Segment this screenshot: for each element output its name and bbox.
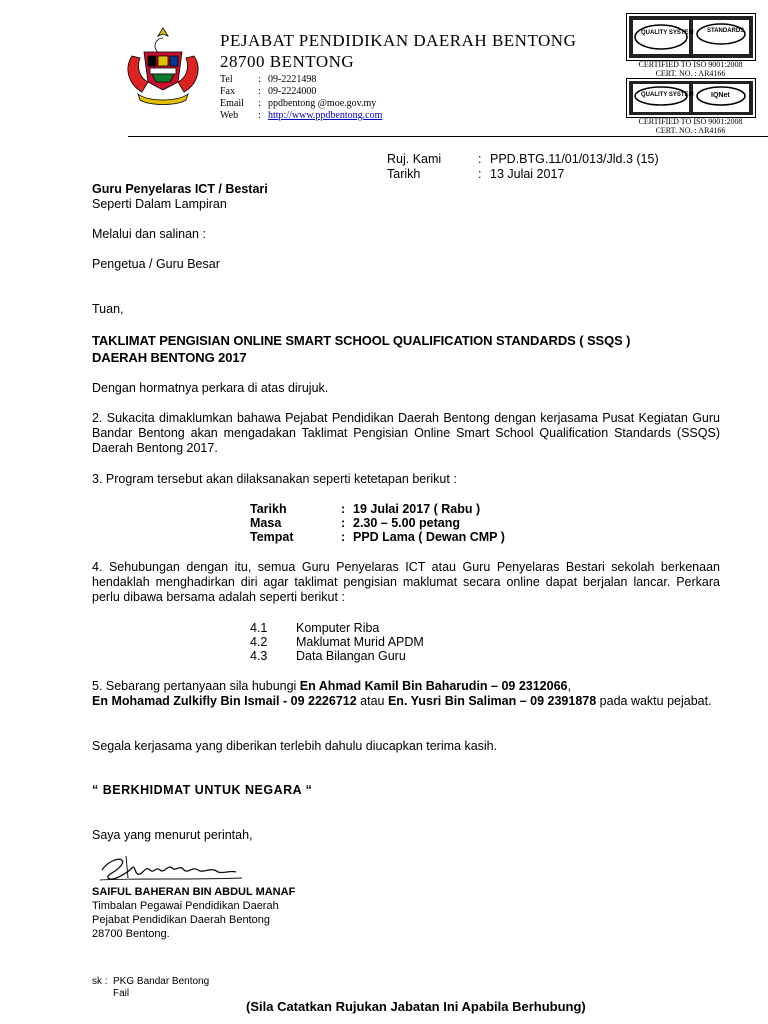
program-value: PPD Lama ( Dewan CMP ) <box>353 530 505 544</box>
list-item-number: 4.1 <box>250 621 268 635</box>
office-address: 28700 BENTONG <box>220 52 355 71</box>
p5-or: atau <box>356 694 388 708</box>
office-name: PEJABAT PENDIDIKAN DAERAH BENTONG <box>220 31 577 50</box>
cert-line-2: CERTIFIED TO ISO 9001:2008 <box>638 117 743 126</box>
cert-badge-right-text: STANDARDS <box>707 28 745 34</box>
contact-person-3: En. Yusri Bin Saliman – 09 2391878 <box>387 694 597 708</box>
footer-note: (Sila Catatkan Rujukan Jabatan Ini Apabila Berhubung) <box>246 999 586 1014</box>
contact-label: Email <box>220 98 244 109</box>
paragraph-2: 2. Sukacita dimaklumkan bahawa Pejabat Pendidikan Daerah Bentong dengan kerjasama Pusat Kegiatan Guru Bandar Bentong akan mengadakan Taklimat Pengisian Online Smart School Qualification Standards (SSQS) Daerah Bentong 2017. <box>92 411 720 455</box>
letter-title: TAKLIMAT PENGISIAN ONLINE SMART SCHOOL QUALIFICATION STANDARDS ( SSQS ) <box>92 333 631 348</box>
date-value: 13 Julai 2017 <box>490 167 565 181</box>
salutation: Tuan, <box>92 302 124 316</box>
website-link[interactable]: http://www.ppdbentong.com <box>268 110 383 121</box>
ref-label: Ruj. Kami <box>387 152 442 166</box>
paragraph-3: 3. Program tersebut akan dilaksanakan seperti ketetapan berikut : <box>92 472 457 486</box>
list-item-number: 4.3 <box>250 649 268 663</box>
contact-value: 09-2224000 <box>268 86 317 97</box>
cert-badge-left-text: QUALITY SYSTEM <box>641 30 694 36</box>
contact-value: ppdbentong @moe.gov.my <box>268 98 377 109</box>
date-sep: : <box>478 167 482 181</box>
program-sep: : <box>341 530 346 544</box>
cert-line-1: CERTIFIED TO ISO 9001:2008 <box>638 60 743 69</box>
program-label: Tarikh <box>250 502 287 516</box>
ref-value: PPD.BTG.11/01/013/Jld.3 (15) <box>490 152 659 166</box>
header-divider <box>128 136 768 137</box>
list-item: Maklumat Murid APDM <box>296 635 424 649</box>
iso-certification-badge <box>626 13 756 61</box>
program-value: 19 Julai 2017 ( Rabu ) <box>353 502 481 516</box>
contact-sep: : <box>258 74 261 85</box>
contact-web <box>220 110 382 121</box>
cert-number-2: CERT. NO. : AR4166 <box>655 126 726 135</box>
contact-email <box>220 98 376 109</box>
iqnet-certification-badge <box>626 78 756 118</box>
program-sep: : <box>341 502 346 516</box>
motto: “ BERKHIDMAT UNTUK NEGARA “ <box>92 783 313 797</box>
letter-title-line-2: DAERAH BENTONG 2017 <box>92 350 247 365</box>
sk-line-1: PKG Bandar Bentong <box>113 976 210 987</box>
sk-line-2: Fail <box>113 988 130 999</box>
closing: Saya yang menurut perintah, <box>92 828 253 842</box>
sk-label: sk : <box>92 976 108 987</box>
contact-sep: : <box>258 98 261 109</box>
signatory-name: SAIFUL BAHERAN BIN ABDUL MANAF <box>92 886 296 898</box>
recipient: Guru Penyelaras ICT / Bestari <box>92 182 268 196</box>
p5-intro: 5. Sebarang pertanyaan sila hubungi <box>92 679 300 693</box>
via-recipient: Pengetua / Guru Besar <box>92 257 220 271</box>
program-sep: : <box>341 516 346 530</box>
program-value: 2.30 – 5.00 petang <box>353 516 461 530</box>
malaysia-crest-logo <box>118 22 208 110</box>
contact-label: Web <box>220 110 239 121</box>
contact-tel <box>220 74 316 85</box>
paragraph-1: Dengan hormatnya perkara di atas dirujuk. <box>92 381 329 395</box>
list-item: Data Bilangan Guru <box>296 649 406 663</box>
contact-sep: : <box>258 86 261 97</box>
contact-person-2: En Mohamad Zulkifly Bin Ismail - 09 2226712 <box>92 694 357 708</box>
list-item-number: 4.2 <box>250 635 268 649</box>
contact-person-1: En Ahmad Kamil Bin Baharudin – 09 2312066 <box>299 679 568 693</box>
paragraph-4: 4. Sehubungan dengan itu, semua Guru Penyelaras ICT atau Guru Penyelaras Bestari sekolah berkenaan hendaklah menghadirkan diri agar taklimat pengisian maklumat secara online dapat berjalan lancar. Perkara perlu dibawa bersama adalah seperti berikut : <box>92 560 720 604</box>
cert-badge-right-text: IQNet <box>711 92 730 99</box>
recipient-sub: Seperti Dalam Lampiran <box>92 197 227 211</box>
date-label: Tarikh <box>387 167 421 181</box>
ref-sep: : <box>478 152 482 166</box>
signature <box>96 848 246 884</box>
contact-label: Fax <box>220 86 235 97</box>
signatory-office: Pejabat Pendidikan Daerah Bentong <box>92 914 270 926</box>
contact-label: Tel <box>220 74 233 85</box>
signatory-address: 28700 Bentong. <box>92 928 170 940</box>
contact-value: 09-2221498 <box>268 74 317 85</box>
signatory-post: Timbalan Pegawai Pendidikan Daerah <box>92 900 279 912</box>
paragraph-6: Segala kerjasama yang diberikan terlebih dahulu diucapkan terima kasih. <box>92 739 498 753</box>
list-item: Komputer Riba <box>296 621 380 635</box>
via-line: Melalui dan salinan : <box>92 227 206 241</box>
cert-badge-left-text: QUALITY SYSTEM <box>641 92 694 98</box>
paragraph-5 <box>92 679 720 709</box>
p5-comma: , <box>567 679 571 693</box>
contact-sep: : <box>258 110 261 121</box>
cert-number-1: CERT. NO. : AR4166 <box>655 69 726 78</box>
program-label: Masa <box>250 516 282 530</box>
contact-fax <box>220 86 316 97</box>
p5-tail: pada waktu pejabat. <box>596 694 712 708</box>
program-label: Tempat <box>250 530 294 544</box>
